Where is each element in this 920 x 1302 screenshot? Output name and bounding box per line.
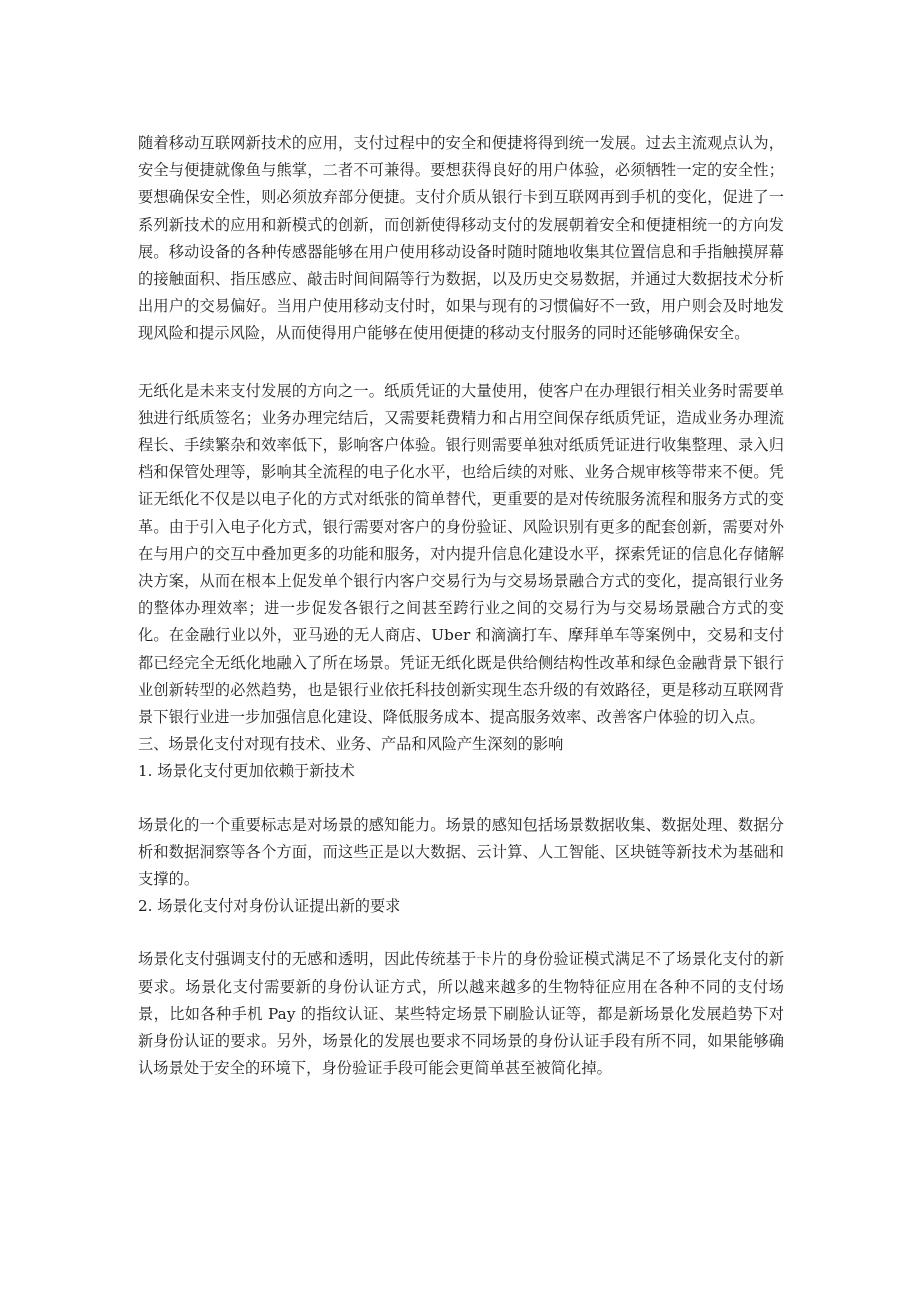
subsection-body-2: 场景化支付强调支付的无感和透明，因此传统基于卡片的身份验证模式满足不了场景化支付的新要求。场景化支付需要新的身份认证方式，所以越来越多的生物特征应用在各种不同的支付场景，比如各种手机 Pay 的指纹认证、某些特定场景下刷脸认证等，都是新场景化发展趋势下对新身份认证的要求。另外，场景化的发展也要求不同场景的身份认证手段有所不同，如果能够确认场景处于安全的环境下，身份验证手段可能会更简单甚至被简化掉。 — [138, 950, 784, 1078]
subsection-heading-2: 2. 场景化支付对身份认证提出新的要求 — [138, 897, 401, 916]
section-heading: 三、场景化支付对现有技术、业务、产品和风险产生深刻的影响 — [138, 735, 564, 754]
paragraph-mobile-security: 随着移动互联网新技术的应用，支付过程中的安全和便捷将得到统一发展。过去主流观点认为，安全与便捷就像鱼与熊掌，二者不可兼得。要想获得良好的用户体验，必须牺牲一定的安全性；要想确保安全性，则必须放弃部分便捷。支付介质从银行卡到互联网再到手机的变化，促进了一系列新技术的应用和新模式的创新，而创新使得移动支付的发展朝着安全和便捷相统一的方向发展。移动设备的各种传感器能够在用户使用移动设备时随时随地收集其位置信息和手指触摸屏幕的接触面积、指压感应、敲击时间间隔等行为数据，以及历史交易数据，并通过大数据技术分析出用户的交易偏好。当用户使用移动支付时，如果与现有的习惯偏好不一致，用户则会及时地发现风险和提示风险，从而使得用户能够在使用便捷的移动支付服务的同时还能够确保安全。 — [138, 134, 784, 343]
paragraph-paperless: 无纸化是未来支付发展的方向之一。纸质凭证的大量使用，使客户在办理银行相关业务时需要单独进行纸质签名；业务办理完结后，又需要耗费精力和占用空间保存纸质凭证，造成业务办理流程长、手续繁杂和效率低下，影响客户体验。银行则需要单独对纸质凭证进行收集整理、录入归档和保管处理等，影响其全流程的电子化水平，也给后续的对账、业务合规审核等带来不便。凭证无纸化不仅是以电子化的方式对纸张的简单替代，更重要的是对传统服务流程和服务方式的变革。由于引入电子化方式，银行需要对客户的身份验证、风险识别有更多的配套创新，需要对外在与用户的交互中叠加更多的功能和服务，对内提升信息化建设水平，探索凭证的信息化存储解决方案，从而在根本上促发单个银行内客户交易行为与交易场景融合方式的变化，提高银行业务的整体办理效率；进一步促发各银行之间甚至跨行业之间的交易行为与交易场景融合方式的变化。在金融行业以外，亚马逊的无人商店、Uber 和滴滴打车、摩拜单车等案例中，交易和支付都已经完全无纸化地融入了所在场景。凭证无纸化既是供给侧结构性改革和绿色金融背景下银行业创新转型的必然趋势，也是银行业依托科技创新实现生态升级的有效路径，更是移动互联网背景下银行业进一步加强信息化建设、降低服务成本、提高服务效率、改善客户体验的切入点。 — [138, 381, 784, 727]
subsection-body-1: 场景化的一个重要标志是对场景的感知能力。场景的感知包括场景数据收集、数据处理、数据分析和数据洞察等各个方面，而这些正是以大数据、云计算、人工智能、区块链等新技术为基础和支撑的。 — [138, 815, 784, 889]
subsection-heading-1: 1. 场景化支付更加依赖于新技术 — [138, 762, 355, 781]
document-body — [138, 130, 784, 1083]
